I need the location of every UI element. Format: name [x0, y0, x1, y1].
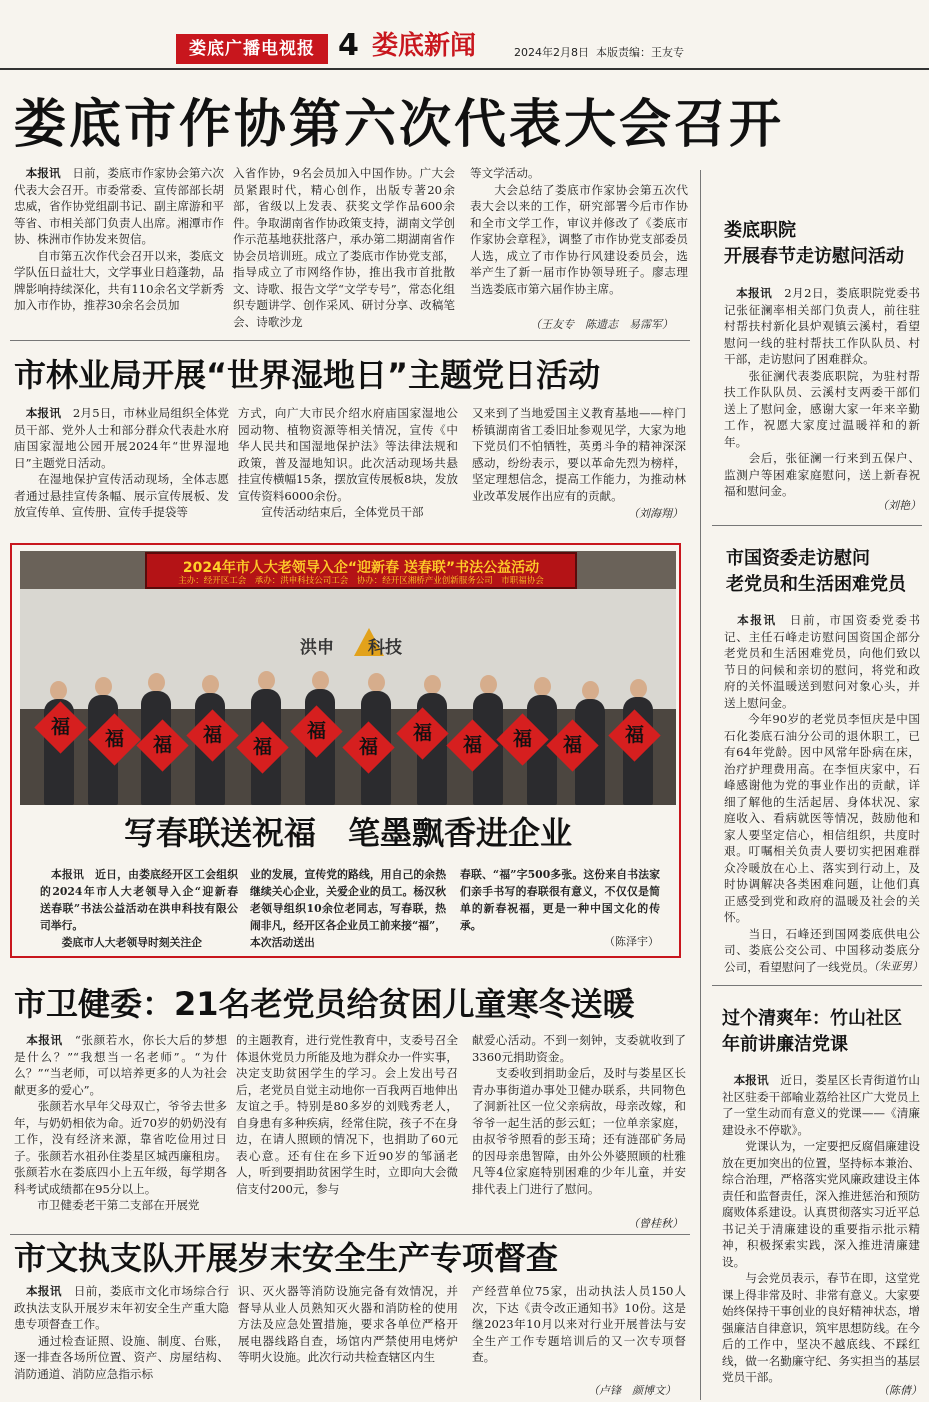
- side2-divider: [712, 985, 922, 986]
- fu-character: 福: [624, 724, 644, 746]
- article2-column-3: 又来到了当地爱国主义教育基地——梓门桥镇湖南省工委旧址参观见学，大家为地下党员们不怕牺牲，英勇斗争的精神深深感动，纷纷表示，要以革命先烈为榜样，坚定理想信念，提高工作能力，为推动林业改革发展作出应有的贡献。: [472, 406, 686, 503]
- page-number: 4: [338, 28, 359, 63]
- fu-character: 福: [562, 734, 582, 756]
- article3-divider: [10, 1234, 690, 1235]
- fu-character: 福: [412, 722, 432, 744]
- photo-article-column-3: 春联、“福”字500多张。这份来自书法家们亲手书写的春联很有意义，不仅仅是简单的新春祝福，更是一种中国文化的传承。: [460, 868, 660, 932]
- article1-divider: [10, 340, 690, 341]
- fu-character: 福: [252, 736, 272, 758]
- side1-body: 本报讯 2月2日，娄底职院党委书记张征澜率相关部门负责人，前往驻村帮扶村新化县炉观镇云溪村，看望慰问一线的驻村帮扶工作队队员、村干部，走访慰问了困难群众。 张征澜代表娄底职院，为驻村帮扶工作队队员、云溪村支两委干部们送上了慰问金，感谢大家一年来辛勤工作，祝愿大家度过温暖祥和的新年。 会后，张征澜一行来到五保户、监测户等困难家庭慰问，送上新春祝福和慰问金。: [724, 286, 920, 498]
- person-head-icon: [630, 679, 647, 698]
- side2-body: 本报讯 日前，市国资委党委书记、主任石峰走访慰问国资国企部分老党员和生活困难党员，向他们致以节日的问候和亲切的慰问，将党和政府的关怀温暖送到慰问对象心头，并送上慰问金。 今年90岁的老党员李恒庆是中国石化娄底石油分公司的退休职工，已有64年党龄。因中风常年卧病在床，治疗护理费用高。在李恒庆家中，石峰感谢他为党的事业作出的贡献，详细了解他的生活起居、身体状况、家庭收入、看病就医等情况，鼓励他和家人要坚定信心，相信组织，共度时艰。叮嘱相关负责人要切实把困难群众冷暖放在心上、落实到行动上，及时协调解决各类困难问题，让他们真正感受到党和政府的温暖及社会的关怀。 当日，石峰还到国网娄底供电公司、娄底公交公司、中国移动娄底分公司，看望慰问了一线党员。: [724, 613, 920, 974]
- article1-byline: （王友专 陈遗志 易霈军）: [530, 318, 673, 331]
- page-editor: 本版责编：王友专: [596, 46, 684, 59]
- photo-feature-headline: 写春联送祝福 笔墨飘香进企业: [123, 814, 572, 852]
- event-photo: [20, 551, 676, 805]
- photo-article-column-2: 业的发展，宣传党的路线，用自己的余热继续关心企业，关爱企业的员工。杨汉秋老领导组织10余位老同志，写春联，热闹非凡，经开区各企业员工前来接“福”，本次活动送出: [250, 868, 446, 949]
- article3-column-2: 的主题教育，进行党性教育中，支委号召全体退休党员力所能及地为群众办一件实事，决定支助贫困学生的学习。会上发出号召后，老党员自觉主动地你一百我两百地伸出友谊之手。特别是80多岁的刘贱秀老人，自身患有多种疾病，经常住院，孩子不在身边，在请人照顾的情况下，也捐助了60元表心意。还有住在乡下近90岁的邹涵老人，听到要捐助贫困学生时，立即向大会微信支付200元，参与: [236, 1033, 458, 1196]
- person-head-icon: [368, 673, 385, 692]
- masthead: [0, 0, 929, 72]
- person-head-icon: [148, 673, 165, 692]
- side1-headline-line2: 开展春节走访慰问活动: [724, 246, 904, 267]
- fu-character: 福: [104, 728, 124, 750]
- photo-article-column-1: 本报讯 近日，由娄底经开区工会组织的2024年市人大老领导入企“迎新春 送春联”书法公益活动在洪申科技有限公司举行。 娄底市人大老领导时刻关注企: [40, 868, 249, 949]
- person-head-icon: [95, 677, 112, 696]
- photo-article-byline: （陈泽宇）: [604, 935, 659, 948]
- fu-character: 福: [358, 736, 378, 758]
- event-banner-subtext: 主办：经开区工会 承办：洪申科技公司工会 协办：经开区湘桥产业创新服务公司 市职福协会: [178, 576, 544, 586]
- person-head-icon: [582, 681, 599, 700]
- fu-character: 福: [512, 728, 532, 750]
- article2-headline: 市林业局开展“世界湿地日”主题党日活动: [14, 356, 601, 394]
- person-head-icon: [424, 675, 441, 694]
- side1-headline-line1: 娄底职院: [724, 220, 796, 241]
- article4-byline: （卢锋 颜博文）: [588, 1384, 676, 1397]
- newspaper-brand: 娄底广播电视报: [176, 34, 328, 64]
- sidebar-divider: [700, 170, 701, 1400]
- issue-date: 2024年2月8日: [514, 46, 589, 59]
- article1-column-2: 入省作协，9名会员加入中国作协。广大会员紧跟时代，精心创作，出版专著20余部，省级以上发表、获奖文学作品600余件。争取湖南省作协政策支持，湖南文学创作示范基地获批落户，承办第二期湖南省作协会员培训班。成立了娄底市作协党支部，指导成立了市网络作协，推出我市首批散文、诗歌、报告文学“文学专号”，常态化组织专题讲学、创作采风、研讨分享、改稿笔会、诗歌沙龙: [233, 166, 455, 329]
- article4-column-2: 识、灭火器等消防设施完备有效情况，并督导从业人员熟知灭火器和消防栓的使用方法及应急处置措施，要求各单位严格开展电器线路自查，场馆内严禁使用电烤炉等明火设施。此次行动共检查辖区内生: [238, 1284, 458, 1364]
- article2-byline: （刘海翔）: [628, 507, 683, 520]
- article1-column-1: 本报讯 日前，娄底市作家协会第六次代表大会召开。市委常委、宣传部部长胡忠威，省作协党组副书记、副主席游和平等省、市相关部门负责人出席。湘潭市作协、株洲市作协发来贺信。 自市第五次作代会召开以来，娄底文学队伍日益壮大，文学事业日趋蓬勃，品牌影响持续深化，共有110余名文学新秀加入市作协，推荐30余名会员加: [14, 166, 224, 312]
- fu-character: 福: [202, 724, 222, 746]
- event-banner: [145, 552, 577, 589]
- masthead-rule: [0, 68, 929, 70]
- fu-character: 福: [306, 720, 326, 742]
- side3-headline-line1: 过个清爽年：竹山社区: [722, 1008, 902, 1029]
- article3-byline: （曾桂秋）: [628, 1217, 683, 1230]
- person-head-icon: [202, 675, 219, 694]
- article3-column-3: 献爱心活动。不到一刻钟，支委就收到了3360元捐助资金。 支委收到捐助金后，及时与娄星区长青办事街道办事处卫健办联系，共同物色了洞新社区一位父亲病故，母亲改嫁，和爷爷一起生活的彭云虹；一位单亲家庭，由叔爷爷照看的彭玉琦；还有涟邵矿务局的因母亲患智障，由外公外婆照顾的杜雅凡等4位家庭特别困难的少年儿童，并安排代表上门进行了慰问。: [472, 1033, 686, 1196]
- section-name: 娄底新闻: [372, 31, 477, 61]
- article1-column-3: 等文学活动。 大会总结了娄底市作家协会第五次代表大会以来的工作，研究部署今后市作协和全市文学工作，审议并修改了《娄底市作家协会章程》，调整了市作协党支部委员人选，成立了市作协行风建设委员会，选举产生了新一届市作协领导班子。廖志理当选娄底市第六届作协主席。: [470, 166, 688, 296]
- article4-headline: 市文执支队开展岁末安全生产专项督查: [14, 1239, 559, 1277]
- side2-byline: （朱亚男）: [868, 960, 923, 973]
- side2-headline-line2: 老党员和生活困难党员: [726, 574, 906, 595]
- side1-divider: [712, 525, 922, 526]
- company-wall-sign: 洪申 科技: [300, 638, 402, 658]
- article2-column-2: 方式，向广大市民介绍水府庙国家湿地公园动物、植物资源等相关情况，宣传《中华人民共和国湿地保护法》等法律法规和政策，普及湿地知识。此次活动现场共悬挂宣传横幅15条，摆放宣传展板8块，发放宣传资料6000余份。 宣传活动结束后，全体党员干部: [238, 406, 458, 519]
- fu-character: 福: [462, 734, 482, 756]
- article4-column-1: 本报讯 日前，娄底市文化市场综合行政执法支队开展岁末年初安全生产重大隐患专项督查工作。 通过检查证照、设施、制度、台账，逐一排查各场所位置、资产、房屋结构、消防通道、消防应急指示标: [14, 1284, 229, 1381]
- fu-character: 福: [50, 716, 70, 738]
- side2-headline-line1: 市国资委走访慰问: [726, 548, 870, 569]
- article3-column-1: 本报讯 “张颜若水，你长大后的梦想是什么？”“我想当一名老师”。“为什么？”“当老师，可以培养更多的人为社会献更多的爱心”。 张颜若水早年父母双亡，爷爷去世多年，与奶奶相依为命。近70岁的奶奶没有工作，没有经济来源，靠省吃俭用过日子。张颜若水祖孙住娄星区城西廉租房。张颜若水在娄底四小上五年级，每学期各科考试成绩都在95分以上。 市卫健委老干第二支部在开展党: [14, 1033, 227, 1212]
- person-head-icon: [534, 677, 551, 696]
- article2-column-1: 本报讯 2月5日，市林业局组织全体党员干部、党外人士和部分群众代表赴水府庙国家湿地公园开展2024年“世界湿地日”主题党日活动。 在湿地保护宣传活动现场，全体志愿者通过悬挂宣传条幅、展示宣传展板、发放宣传单、宣传册、宣传手提袋等: [14, 406, 229, 519]
- article1-headline: 娄底市作协第六次代表大会召开: [14, 95, 785, 155]
- side3-headline-line2: 年前讲廉洁党课: [722, 1034, 848, 1055]
- person-head-icon: [50, 681, 67, 700]
- article4-column-3: 产经营单位75家，出动执法人员150人次，下达《责令改正通知书》10份。这是继2023年10月以来对行业开展普法与安全生产工作专题培训后的又一次专项督查。: [472, 1284, 686, 1364]
- side3-byline: （陈倩）: [878, 1384, 922, 1397]
- article1-lead: 本报讯: [25, 166, 61, 180]
- person-head-icon: [480, 675, 497, 694]
- side1-byline: （刘艳）: [877, 499, 921, 512]
- article3-headline: 市卫健委：21名老党员给贫困儿童寒冬送暖: [14, 985, 635, 1023]
- event-banner-text: 2024年市人大老领导入企“迎新春 送春联”书法公益活动: [182, 560, 540, 576]
- person-head-icon: [312, 671, 329, 690]
- fu-character: 福: [152, 734, 172, 756]
- person-head-icon: [258, 671, 275, 690]
- side3-body: 本报讯 近日，娄星区长青街道竹山社区驻委干部喻业荔给社区广大党员上了一堂生动而有意义的党课——《清廉建设永不停歇》。 党课认为，一定要把反腐倡廉建设放在更加突出的位置，坚持标本兼治、综合治理，严格落实党风廉政建设主体责任和监督责任，深入推进惩治和预防腐败体系建设。认真贯彻落实习近平总书记关于清廉建设的重要指示批示精神，积极探索实践，深入推进清廉建设。 与会党员表示，春节在即，这堂党课上得非常及时、非常有意义。大家要始终保持干事创业的良好精神状态，增强廉洁自律意识，筑牢思想防线。在今后的工作中，坚决不越底线、不踩红线，做一名勤廉守纪、务实担当的基层党员干部。: [722, 1073, 920, 1384]
